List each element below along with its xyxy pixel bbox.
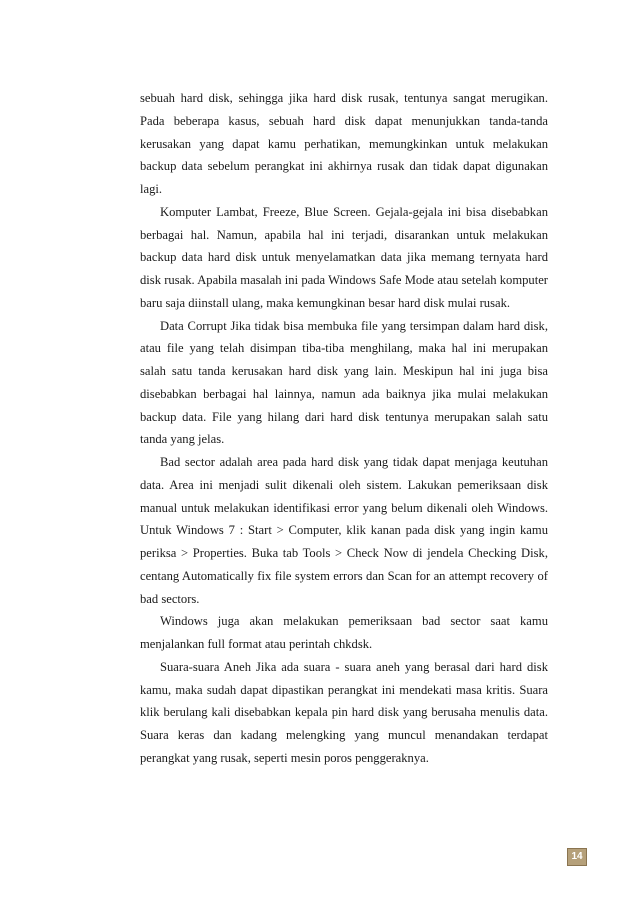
paragraph-data-corrupt: Data Corrupt Jika tidak bisa membuka file yang tersimpan dalam hard disk, atau file yang telah disimpan tiba-tiba menghilang, maka hal ini merupakan salah satu tanda kerusakan hard disk yang lain. Meskipun hal ini juga bisa disebabkan berbagai hal lainnya, namun ada baiknya jika mulai melakukan backup data. File yang hilang dari hard disk tentunya merupakan salah satu tanda yang jelas.	[140, 318, 548, 447]
body-text	[140, 87, 548, 770]
paragraph-windows-pemeriksaan: Windows juga akan melakukan pemeriksaan bad sector saat kamu menjalankan full format atau perintah chkdsk.	[140, 614, 548, 651]
page-number-badge: 14	[567, 848, 587, 866]
paragraph-intro: sebuah hard disk, sehingga jika hard disk rusak, tentunya sangat merugikan. Pada beberapa kasus, sebuah hard disk dapat menunjukkan tanda-tanda kerusakan yang dapat kamu perhatikan, memungkinkan untuk melakukan backup data sebelum perangkat ini akhirnya rusak dan tidak dapat digunakan lagi.	[140, 91, 548, 196]
paragraph-suara-aneh: Suara-suara Aneh Jika ada suara - suara aneh yang berasal dari hard disk kamu, maka sudah dapat dipastikan perangkat ini mendekati masa kritis. Suara klik berulang kali disebabkan kepala pin hard disk yang berusaha menulis data. Suara keras dan kadang melengking yang muncul menandakan terdapat perangkat yang rusak, seperti mesin poros penggeraknya.	[140, 659, 548, 765]
paragraph-komputer-lambat: Komputer Lambat, Freeze, Blue Screen. Gejala-gejala ini bisa disebabkan berbagai hal. Namun, apabila hal ini terjadi, disarankan untuk melakukan backup data hard disk untuk menyelamatkan data jika memang ternyata hard disk rusak. Apabila masalah ini pada Windows Safe Mode atau setelah komputer baru saja diinstall ulang, maka kemungkinan besar hard disk mulai rusak.	[140, 204, 548, 310]
paragraph-bad-sector: Bad sector adalah area pada hard disk yang tidak dapat menjaga keutuhan data. Area ini menjadi sulit dikenali oleh sistem. Lakukan pemeriksaan disk manual untuk melakukan identifikasi error yang belum dikenali oleh Windows. Untuk Windows 7 : Start > Computer, klik kanan pada disk yang ingin kamu periksa > Properties. Buka tab Tools > Check Now di jendela Checking Disk, centang Automatically fix file system errors dan Scan for an attempt recovery of bad sectors.	[140, 455, 548, 606]
